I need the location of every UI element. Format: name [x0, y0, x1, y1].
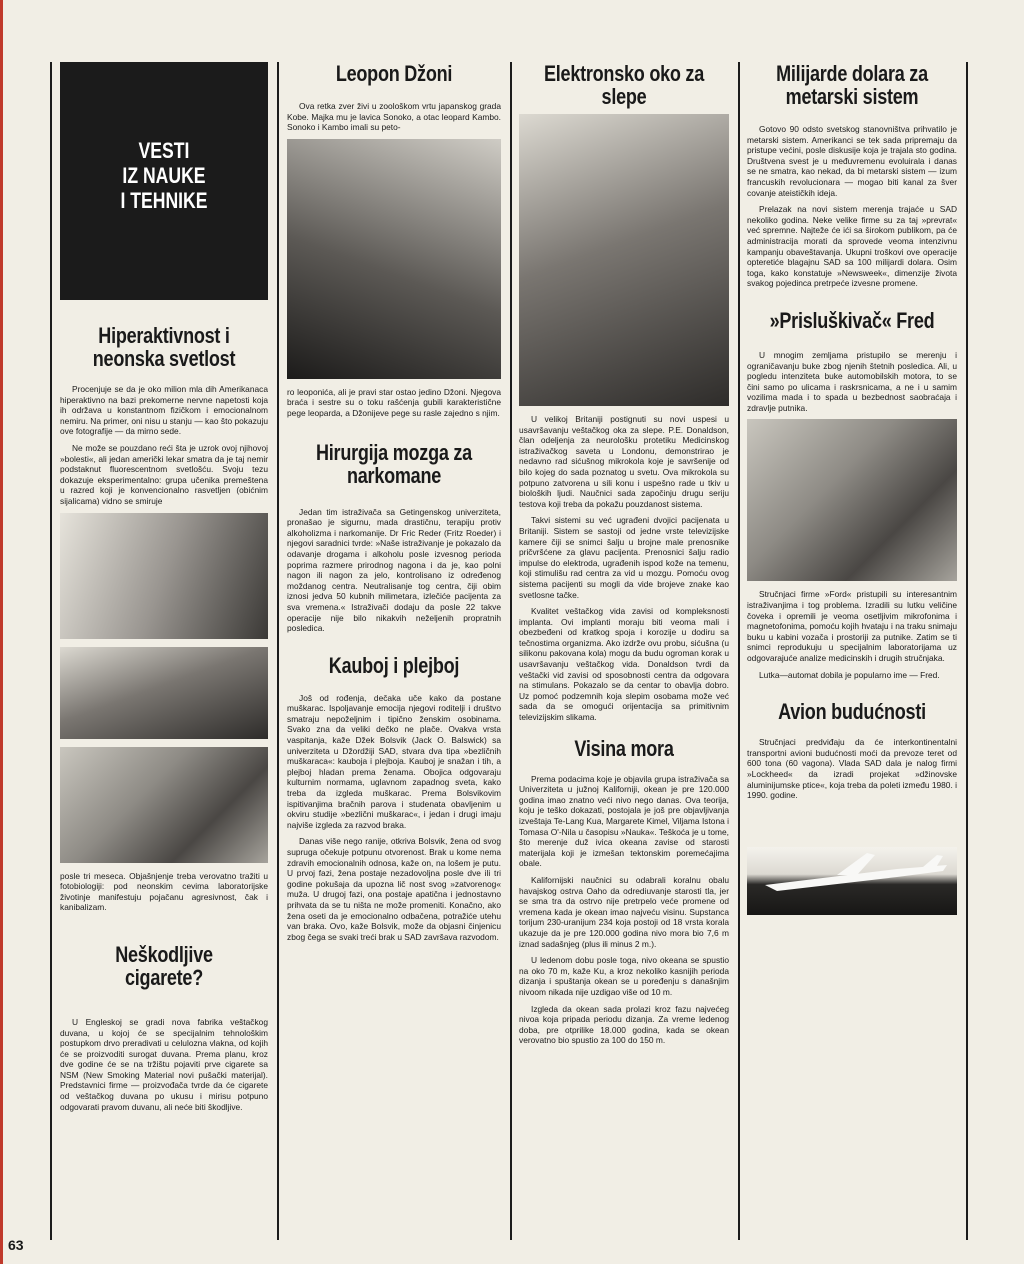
- column-2: [287, 62, 501, 948]
- article-paragraph: Ova retka zver živi u zoološkom vrtu japanskog grada Kobe. Majka mu je lavica Sonoko, a otac leopard Kambo. Sonoko i Kambo imali su peto-: [287, 101, 501, 133]
- airplane-icon: [747, 847, 957, 915]
- article-paragraph: Kvalitet veštačkog vida zavisi od kompleksnosti implanta. Ovi implanti moraju biti veoma mali i obezbeđeni od kratkog spoja i korozije u dodiru sa tečnostima organizma. Ako izdrže ovu probu, sićušna (u silikonu pakovana kola) mogu da budu ogroman korak u usavršavanju veštačkog vida. Donaldson tvrdi da veštački vid zavisi od sposobnosti centra da odgovara na stimulans. Pokazalo se da centar to obavlja dobro. Uz pomoć podzemnih koja slepim osobama može već sada da se omogući orijentacija sa primitivnim televizijskim slikama.: [519, 606, 729, 723]
- article-paragraph: Gotovo 90 odsto svetskog stanovništva prihvatilo je metarski sistem. Amerikanci se tek sada pripremaju da pristupe većini, posle diskusije koja je trajala sto godina. Društvena svest je u međuvremenu evoluirala i danas se ne smatra, kao nekad, da bi metarski sistem — izum francuskih revolucionara — mogao biti kanal za šver covanje ateističkih ideja.: [747, 124, 957, 198]
- article-headline: Visina mora: [574, 735, 674, 761]
- article-paragraph: Još od rođenja, dečaka uče kako da postane muškarac. Ispoljavanje emocija njegovi roditelji i društvo smatraju nepoželjnim i tipično ženskim osobinama. Svako zna da veliki dečko ne plače. Ovakva vrsta vaspitanja, kaže Džek Bolsvik (Jack O. Balswick) sa univerziteta u Džordžiji SAD, stvara dva tipa »bezličnih muškaraca«: kauboja i plejboja. Kauboj je snažan i tih, a plejboj hladan prema ženama. Obojica odgovaraju kulturnim normama, uglavnom zapadnog sveta, kako treba da izgleda muškarac. Prema Bolsvikovim ispitivanjima bračnih parova i studenata obavljenim u okviru studije »bezlični muškarac«, i jedan i drugi imaju najviše izgleda za razvod braka.: [287, 692, 501, 830]
- article-paragraph: Lutka—automat dobila je popularno ime — Fred.: [759, 669, 940, 680]
- airplane-photo: [747, 847, 957, 915]
- article-paragraph: Takvi sistemi su već ugrađeni dvojici pacijenata u Britaniji. Sistem se sastoji od jedne vrste televizijske kamere čiji se snimci šalju u brojne male prenosnike pričvršćene za glavu pacijenta. Prenosnici šalju radio impulse do elektroda, ugrađenih ispod kože na temenu, koji stimulišu rad centra za vid u mozgu. Pomoću ovog sistema pacijenti su mogli da vide brojeve znake kao svetlosne tačke.: [519, 515, 729, 600]
- article-paragraph: U mnogim zemljama pristupilo se merenju i ograničavanju buke zbog njenih štetnih posledica. Ali, u pogledu intenziteta buke automobilskih motora, to se čini samo po ulicama i raskrsnicama, a ne i u samim vozilima mada i to spada u bezbednost saobraćaja i zdravlje putnika.: [747, 349, 957, 413]
- section-title-line: I TEHNIKE: [120, 188, 208, 213]
- article-headline: »Prisluškivač« Fred: [769, 307, 935, 333]
- article-paragraph: Izgleda da okean sada prolazi kroz fazu najvećeg nivoa koja pripada periodu dizanja. Za vreme ledenog doba, pre otprilike 18.000 godina, kada se okean verovatno bio spustio za 100 do 150 m.: [519, 1003, 729, 1046]
- section-title-line: VESTI: [138, 138, 190, 163]
- article-paragraph: U ledenom dobu posle toga, nivo okeana se spustio na oko 70 m, kaže Ku, a kroz nekoliko kasnijih perioda dizanja i spuštanja okean se u poređenju s današnjim nivoom nikada nije uzdigao više od 10 m.: [519, 955, 729, 997]
- column-rule: [966, 62, 968, 1240]
- article-paragraph: Procenjuje se da je oko milion mla dih Amerikanaca hiperaktivno na bazi prekomerne nervne napetosti koja ih održava u konstantnom fizičkom i emocionalnom nemiru. Na primer, oni nisu u stanju — kao što pokazuju ove fotografije — da mirno sede.: [60, 384, 268, 437]
- article-headline: Avion budućnosti: [778, 699, 926, 725]
- article-paragraph: Prema podacima koje je objavila grupa istraživača sa Univerziteta u južnoj Kaliforniji, okean je pre 120.000 godina imao znatno veći nivo nego danas. Ova teorija, koju je teško dokazati, postojala je još pre objavljivanja izveštaja Te-Lang Kua, Margarete Kimel, Viljama Istona i Tomasa O'-Nila u časopisu »Nauka«. Teškoća je u tome, što merenje duž ivica okeana zavise od starosti materijala koji je izmešan tektonskim poremećajima obale.: [519, 773, 729, 869]
- column-1: [60, 62, 268, 1118]
- section-box: [60, 62, 268, 300]
- dummy-fred-photo: [747, 419, 957, 581]
- leopon-photo: [287, 139, 501, 379]
- article-paragraph: posle tri meseca. Objašnjenje treba verovatno tražiti u fotobiologiji: pod neonskim cevima laboratorijske životinje manifestuju pojačanu agresivnost, čak i kanibalizam.: [60, 870, 268, 913]
- article-headline: Milijarde dolara za metarski sistem: [776, 62, 928, 109]
- article-paragraph: Stručnjaci predviđaju da će interkontinentalni transportni avioni budućnosti moći da prevoze teret od 600 tona (60 vagona). Vlada SAD dala je nalog firmi »Lockheed« da izradi projekat »džinovske aluminijumske ptice«, koja treba da poleti između 1980. i 1990. godine.: [747, 737, 957, 801]
- classroom-photo: [60, 747, 268, 863]
- left-edge-stripe: [0, 0, 3, 1264]
- article-paragraph: Jedan tim istraživača sa Getingenskog univerziteta, pronašao je sigurnu, mada drastičnu, terapiju protiv alkoholizma i narkomanije. Dr Fric Reder (Fritz Roeder) i njegovi saradnici tvrde: »Naše istraživanje je pokazalo da odavanje drogama i alkoholu posle izvesnog perioda poprima razmere prirodnog nagona i da je, kao polni nagon ili nagon za jelo, kontrolisano iz određenog moždanog centra. Neutralisanje tog centra, čiji obim iznosi jedva 50 kubnih milimetara, izlečiće pacijenta za sva vremena.« Istraživači dodaju da posle 22 takve operacije nije bilo nikakvih neželjenih propratnih posledica.: [287, 506, 501, 634]
- article-headline: Leopon Džoni: [335, 62, 453, 86]
- section-title-line: IZ NAUKE: [122, 163, 206, 188]
- column-rule: [277, 62, 279, 1240]
- article-paragraph: Danas više nego ranije, otkriva Bolsvik, žena od svog supruga očekuje potpunu otvorenost. Brak u kome nema zdravih emocionalnih odnosa, kaže on, na lošem je putu. U prvoj fazi, žena postaje nezadovoljna posle dve ili tri godine pokušaja da upozna lič nost svog »zatvorenog« muža. U drugoj fazi, ona postaje apatična i jednostavno prihvata da se tu ništa ne može promeniti. Konačno, ako žena oseti da je emocionalno odbačena, potražiće utehu van braka. Ovo, kaže Bolsvik, može da objasni činjenicu zbog čega se svaki treći brak u SAD završava razvodom.: [287, 836, 501, 942]
- article-paragraph: U Engleskoj se gradi nova fabrika veštačkog duvana, u kojoj će se specijalnim tehnološkim postupkom drvo preradivati u celulozna vlakna, od kojih će se proizvoditi surogat duvana. Prema planu, kroz dve godine će se na tržištu pojaviti prve cigarete sa NSM (New Smoking Material novi pušački materijal). Predstavnici firme — proizvođača tvrde da će cigarete od veštačkog duvana po ukusu i mirisu potpuno odgovarati pravom duvanu, ali neće biti škodljive.: [60, 1016, 268, 1112]
- article-paragraph: Stručnjaci firme »Ford« pristupili su interesantnim istraživanjima i tog problema. Izradili su lutku veličine čoveka i opremili je veoma osetljivim mikrofonima i magnetofonima, pomoću kojih hvataju i na traku snimaju buku u kabini vozača i prostoriji za putnike. Zatim se ti snimci reprodukuju u specijalnim laboratorijama uz odgovarajuće analize medicinskih i drugih stručnjaka.: [747, 589, 957, 664]
- article-headline: Neškodljive cigarete?: [115, 941, 213, 990]
- column-3: [519, 62, 729, 1052]
- article-headline: Kauboj i plejboj: [328, 652, 460, 678]
- column-rule: [510, 62, 512, 1240]
- classroom-photo: [60, 513, 268, 639]
- column-rule: [50, 62, 52, 1240]
- article-paragraph: U velikoj Britaniji postignuti su novi uspesi u usavršavanju veštačkog oka za slepe. P.E. Donaldson, član odeljenja za neurološku protetiku Medicinskog istraživačkog saveta u Londonu, demonstrirao je nedavno rad sićušnog mikrokola koje je savršenije od bilo kojeg do sada poznatog u svetu. Ova mikrokola su potpuno zatvorena u sili konu i uspešno rade u tkiv u bioloških ljudi. Naučnici sada započinju drugu seriju testova koji treba da pokažu pouzdanost sistema.: [519, 414, 729, 509]
- column-rule: [738, 62, 740, 1240]
- microscope-photo: [519, 114, 729, 406]
- column-4: [747, 62, 957, 915]
- article-paragraph: ro leoponića, ali je pravi star ostao jedino Džoni. Njegova braća i sestre su o toku rašćenja gubili karakteristične pege leoparda, a Džonijeve pege su rasle zajedno s njim.: [287, 386, 501, 418]
- article-headline: Hirurgija mozga za narkomane: [316, 439, 472, 488]
- article-paragraph: Prelazak na novi sistem merenja trajaće u SAD nekoliko godina. Neke velike firme su za taj »prevrat« već spremne. Najteže će ići sa širokom publikom, pa će administracija morati da sprovede veoma intenzivnu kampanju obaveštavanja. Ukupni troškovi ove operacije opteretiće blagajnu SAD sa 100 milijardi dolara. Osim toga, kako konstatuje »Newsweek«, dimenzije života svakog pojedinca pretrpeće izvesne promene.: [747, 204, 957, 289]
- page-number: 63: [8, 1237, 24, 1253]
- article-paragraph: Ne može se pouzdano reći šta je uzrok ovoj njihovoj »bolesti«, ali jedan američki lekar smatra da je taj nemir podstaknut fluorescentnom svetlošću. Svoju tezu dokazuje eksperimentalno: grupa učenika premeštena u razred koji je konvencionalno rasvetljen (obićnim sijalicama) vidno se smiruje: [60, 442, 268, 506]
- classroom-photo: [60, 647, 268, 739]
- article-headline: Elektronsko oko za slepe: [543, 62, 704, 109]
- article-headline: Hiperaktivnost i neonska svetlost: [92, 323, 236, 371]
- article-paragraph: Kalifornijski naučnici su odabrali koralnu obalu havajskog ostrva Oaho da odrediuvanje starosti tla, jer se sma tra da ostrvo nije pretrpelo veće promene od vremena kada je okean imao najveću visinu. Supstanca torijum 230-uranijum 234 koja postoji od 18 vrsta korala ukazuje da je pre 120.000 godina nivo mora bio 7,6 m iznad sadašnjeg (plus ili minus 2 m.).: [519, 874, 729, 949]
